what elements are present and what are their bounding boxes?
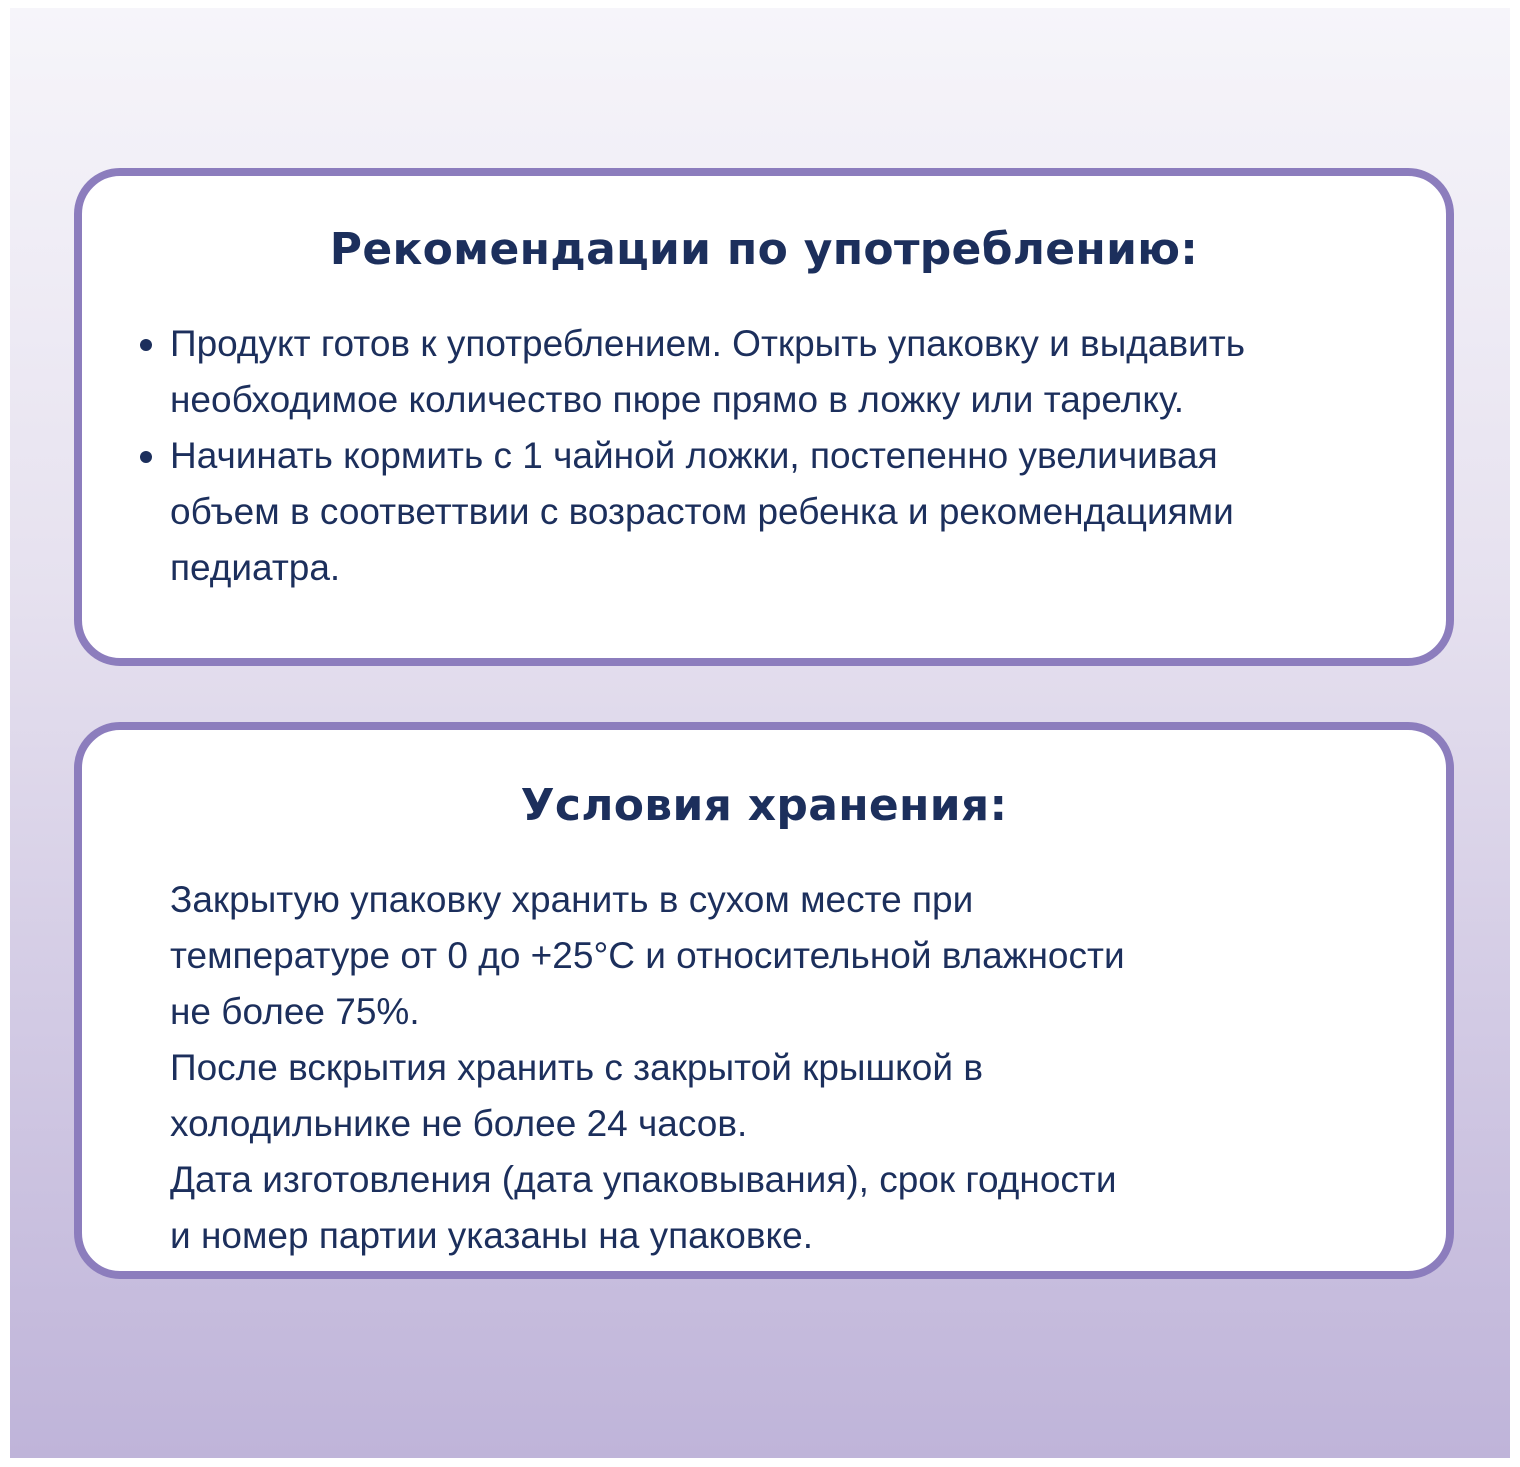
bullet-icon: [140, 451, 152, 463]
storage-line: Дата изготовления (дата упаковывания), срок годности: [170, 1159, 1117, 1200]
storage-paragraph: [170, 872, 1330, 1040]
storage-line: не более 75%.: [170, 991, 420, 1032]
usage-list: [82, 316, 1320, 596]
storage-conditions-card: [74, 722, 1454, 1279]
usage-recommendations-card: [74, 168, 1454, 666]
storage-line: и номер партии указаны на упаковке.: [170, 1215, 813, 1256]
storage-line: После вскрытия хранить с закрытой крышкой в: [170, 1047, 983, 1088]
usage-item: [82, 316, 1320, 428]
bullet-icon: [140, 339, 152, 351]
usage-item-text: Начинать кормить с 1 чайной ложки, постепенно увеличивая объем в соответтвии с возрастом ребенка и рекомендациями педиатра.: [170, 435, 1234, 588]
page-background: [10, 8, 1510, 1458]
storage-text: [170, 872, 1330, 1264]
storage-line: холодильнике не более 24 часов.: [170, 1103, 748, 1144]
storage-paragraph: [170, 1152, 1330, 1264]
usage-title: Рекомендации по употреблению:: [329, 224, 1199, 275]
storage-line: Закрытую упаковку хранить в сухом месте при: [170, 879, 974, 920]
storage-line: температуре от 0 до +25°С и относительной влажности: [170, 935, 1125, 976]
usage-item: [82, 428, 1320, 596]
storage-title: Условия хранения:: [520, 780, 1008, 831]
storage-paragraph: [170, 1040, 1330, 1152]
usage-item-text: Продукт готов к употреблением. Открыть упаковку и выдавить необходимое количество пюре прямо в ложку или тарелку.: [170, 323, 1246, 420]
